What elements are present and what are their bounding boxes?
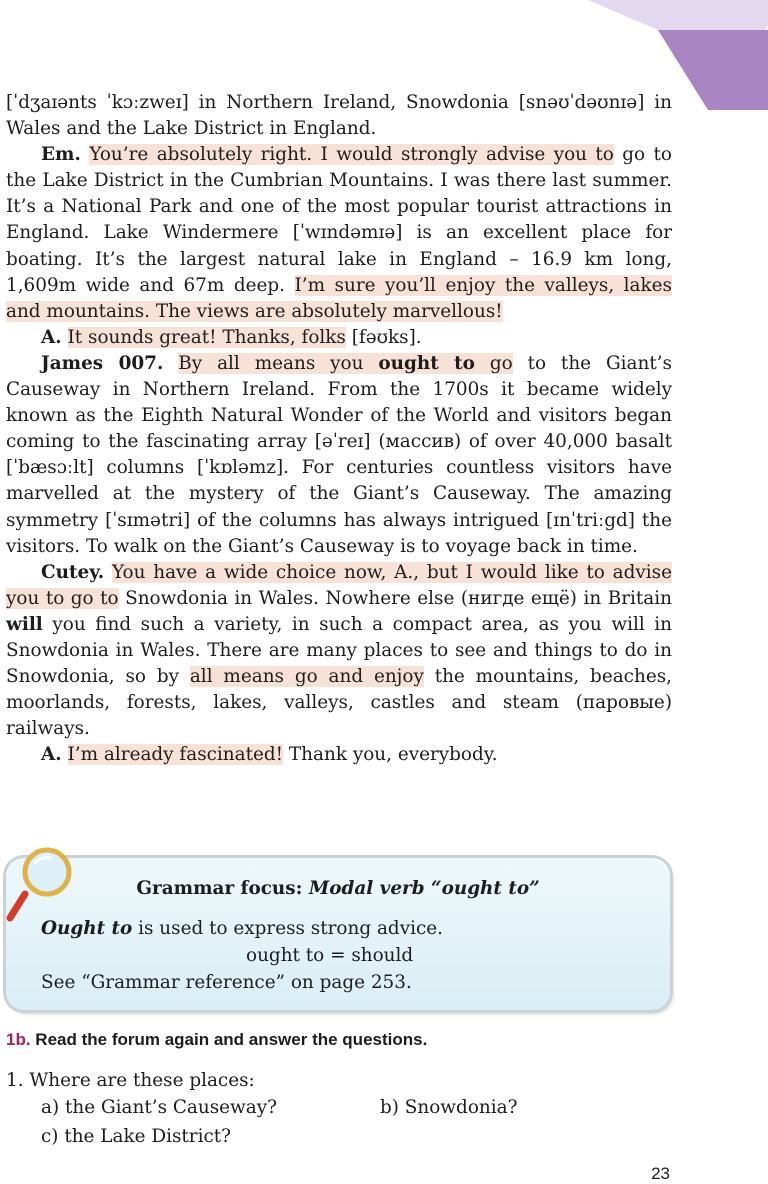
paragraph-james: James 007. By all means you ought to go to the Giant’s Causeway in Northern Ireland. From the 1700s it became widely known as the Eighth Natural Wonder of the World and visitors began coming to the fascinating array [əˈreɪ] (массив) of over 40,000 basalt [ˈbæsɔːlt] columns [ˈkɒləmz]. For centuries countless visitors have marvelled at the mystery of the Giant’s Causeway. The amazing symmetry [ˈsɪmətri] of the columns has always intrigued [ɪnˈtriːgd] the visitors. To walk on the Giant’s Causeway is to voyage back in time.: [6, 352, 672, 557]
speaker-cutey: Cutey.: [41, 561, 105, 583]
speaker-a: A.: [41, 744, 62, 766]
grammar-rule: Ought to is used to express strong advice.: [41, 918, 444, 939]
question-1: 1. Where are these places:: [6, 1070, 255, 1091]
question-option-c: c) the Lake District?: [41, 1126, 232, 1147]
task-instruction: Read the forum again and answer the questions.: [35, 1030, 428, 1049]
task-number: 1b.: [6, 1030, 31, 1049]
speaker-james: James 007.: [41, 352, 164, 374]
speaker-a: A.: [41, 326, 62, 348]
paragraph-intro: [ˈdʒaɪənts ˈkɔːzweɪ] in Northern Ireland, Snowdonia [snəʊˈdəʊnɪə] in Wales and the Lake District in England.: [6, 92, 672, 140]
grammar-focus-box: [6, 858, 670, 1010]
grammar-equivalence: ought to = should: [246, 945, 414, 966]
paragraph-a-2: A. I’m already fascinated! Thank you, everybody.: [41, 744, 498, 766]
magnifier-icon: [5, 846, 75, 926]
question-option-a: a) the Giant’s Causeway?: [41, 1097, 278, 1118]
paragraph-a-1: A. It sounds great! Thanks, folks [fəʊks].: [41, 326, 422, 348]
grammar-focus-title: Grammar focus: Modal verb “ought to”: [136, 878, 540, 899]
highlight: I’m sure you’ll enjoy the valleys, lakes and mountains. The views are absolutely marvellous!: [6, 274, 672, 322]
grammar-reference-link: See “Grammar reference” on page 253.: [41, 972, 412, 993]
highlight: By all means you ought to go: [178, 352, 513, 374]
speaker-em: Em.: [41, 144, 81, 166]
paragraph-em: Em. You’re absolutely right. I would strongly advise you to go to the Lake District in the Cumbrian Mountains. I was there last summer. It’s a National Park and one of the most popular tourist attractions in England. Lake Windermere [ˈwɪndəmɪə] is an excellent place for boating. It’s the largest natural lake in England – 16.9 km long, 1,609m wide and 67m deep. I’m sure you’ll enjoy the valleys, lakes and mountains. The views are absolutely marvellous!: [6, 144, 673, 322]
question-option-b: b) Snowdonia?: [380, 1097, 518, 1118]
highlight: You have a wide choice now, A., but I would like to advise you to go to: [6, 561, 672, 609]
highlight: You’re absolutely right. I would strongly advise you to: [89, 144, 614, 166]
task-heading: [6, 1030, 427, 1050]
page-number: 23: [651, 1164, 670, 1183]
forum-text: [6, 90, 672, 768]
highlight: It sounds great! Thanks, folks: [67, 326, 346, 348]
highlight: I’m already fascinated!: [67, 744, 284, 766]
highlight: all means go and enjoy: [189, 666, 424, 688]
paragraph-cutey: Cutey. You have a wide choice now, A., but I would like to advise you to go to Snowdonia in Wales. Nowhere else (нигде ещё) in Britain will you find such a variety, in such a compact area, as you will in Snowdonia in Wales. There are many places to see and things to do in Snowdonia, so by all means go and enjoy the mountains, beaches, moorlands, forests, lakes, valleys, castles and steam (паровые) railways.: [6, 561, 672, 740]
